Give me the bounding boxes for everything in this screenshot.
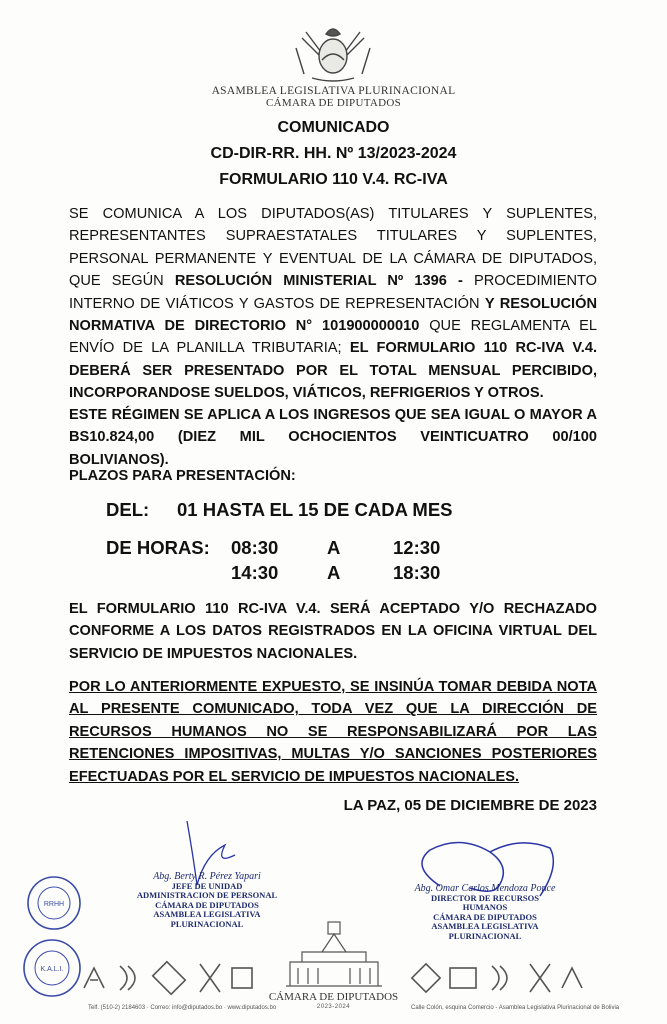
left-signer-role4: ASAMBLEA LEGISLATIVA PLURINACIONAL (153, 909, 261, 929)
right-signer-role3: ASAMBLEA LEGISLATIVA PLURINACIONAL (431, 921, 539, 941)
footer-contact: Telf. (510-2) 2184603 · Correo: info@diputados.bo · www.diputados.bo (88, 1005, 277, 1011)
p1-text-c: PROCEDIMIENTO INTERNO DE VIÁTICOS Y GASTOS DE REPRESENTACIÓN (69, 273, 597, 312)
right-signer-name: Abg. Omar Carlos Mendoza Ponce (414, 883, 556, 894)
row2-to: 18:30 (393, 562, 441, 583)
paragraph-acceptance: EL FORMULARIO 110 RC-IVA V.4. SERÁ ACEPTADO Y/O RECHAZADO CONFORME A LOS DATOS REGISTRADOS EN LA OFICINA VIRTUAL DEL SERVICIO DE IMPUESTOS NACIONALES. (69, 601, 597, 662)
institution-name: ASAMBLEA LEGISLATIVA PLURINACIONAL (211, 85, 456, 97)
document-title: COMUNICADO (277, 119, 390, 136)
row1-sep: A (327, 537, 341, 558)
row1-to: 12:30 (393, 537, 441, 558)
p1-form-requirement: EL FORMULARIO 110 RC-IVA V.4. DEBERÁ SER PRESENTADO POR EL TOTAL MENSUAL PERCIBIDO, INCORPORANDOSE SUELDOS, VIÁTICOS, REFRIGERIOS Y OTROS. (69, 340, 597, 402)
row2-sep: A (327, 562, 341, 583)
footer-pattern-right (410, 958, 590, 1003)
row1-from: 08:30 (231, 537, 279, 558)
svg-text:RRHH: RRHH (43, 901, 65, 908)
p1-resolution-ministerial: RESOLUCIÓN MINISTERIAL Nº 1396 - (174, 273, 463, 290)
paragraph-main (69, 203, 597, 405)
row2-from: 14:30 (231, 562, 279, 583)
left-signature-block (132, 872, 282, 929)
document-subject: FORMULARIO 110 V.4. RC-IVA (219, 171, 448, 188)
footer-address: Calle Colón, esquina Comercio - Asamblea Legislativa Plurinacional de Bolivia (411, 1005, 620, 1011)
right-signer-role2: CÁMARA DE DIPUTADOS (433, 911, 537, 922)
coat-of-arms-logo (292, 18, 374, 84)
chamber-name: CÁMARA DE DIPUTADOS (266, 97, 401, 109)
document-code: CD-DIR-RR. HH. Nº 13/2023-2024 (210, 145, 457, 162)
p1-text-e: QUE REGLAMENTA EL ENVÍO DE LA PLANILLA TRIBUTARIA; (69, 318, 597, 357)
paragraph-notice: POR LO ANTERIORMENTE EXPUESTO, SE INSINÚA TOMAR DEBIDA NOTA AL PRESENTE COMUNICADO, TODA VEZ QUE LA DIRECCIÓN DE RECURSOS HUMANOS NO SE RESPONSABILIZARÁ POR LAS RETENCIONES IMPOSITIVAS, MULTAS Y/O SANCIONES POSTERIORES EFECTUADAS POR EL SERVICIO DE IMPUESTOS NACIONALES. (69, 679, 597, 785)
horas-label: DE HORAS: (106, 537, 210, 558)
del-label: DEL: (106, 499, 150, 520)
footer-pattern-left (80, 958, 260, 1003)
footer-building-logo (282, 918, 386, 995)
del-value: 01 HASTA EL 15 DE CADA MES (177, 499, 453, 520)
footer-institution: CÁMARA DE DIPUTADOS (268, 991, 399, 1003)
right-signer-role1: DIRECTOR DE RECURSOS HUMANOS (430, 892, 539, 912)
svg-text:K.A.L.I.: K.A.L.I. (40, 966, 64, 973)
p1-resolution-normativa: Y RESOLUCIÓN NORMATIVA DE DIRECTORIO N° 101900000010 (69, 295, 597, 335)
left-signer-role1: JEFE DE UNIDAD (171, 880, 243, 891)
rrhh-seal-stamp (26, 875, 82, 936)
deadlines-heading: PLAZOS PARA PRESENTACIÓN: (69, 468, 296, 484)
left-signer-role3: CÁMARA DE DIPUTADOS (155, 899, 259, 910)
left-signer-role2: ADMINISTRACION DE PERSONAL (136, 890, 278, 900)
issue-date: LA PAZ, 05 DE DICIEMBRE DE 2023 (343, 797, 597, 814)
kali-seal-stamp (22, 938, 82, 1003)
right-signature-block (410, 884, 560, 941)
paragraph-regime: ESTE RÉGIMEN SE APLICA A LOS INGRESOS QUE SEA IGUAL O MAYOR A BS10.824,00 (DIEZ MIL OCHOCIENTOS VEINTICUATRO 00/100 BOLIVIANOS). (69, 407, 597, 468)
left-signer-name: Abg. Berty R. Pérez Yapari (153, 871, 261, 882)
footer-period: 2023-2024 (316, 1004, 351, 1010)
p1-text-a: SE COMUNICA A LOS DIPUTADOS(AS) TITULARES Y SUPLENTES, REPRESENTANTES SUPRAESTATALES TITULARES Y SUPLENTES, PERSONAL PERMANENTE Y EVENTUAL DE LA CÁMARA DE DIPUTADOS, QUE SEGÚN (69, 206, 597, 290)
